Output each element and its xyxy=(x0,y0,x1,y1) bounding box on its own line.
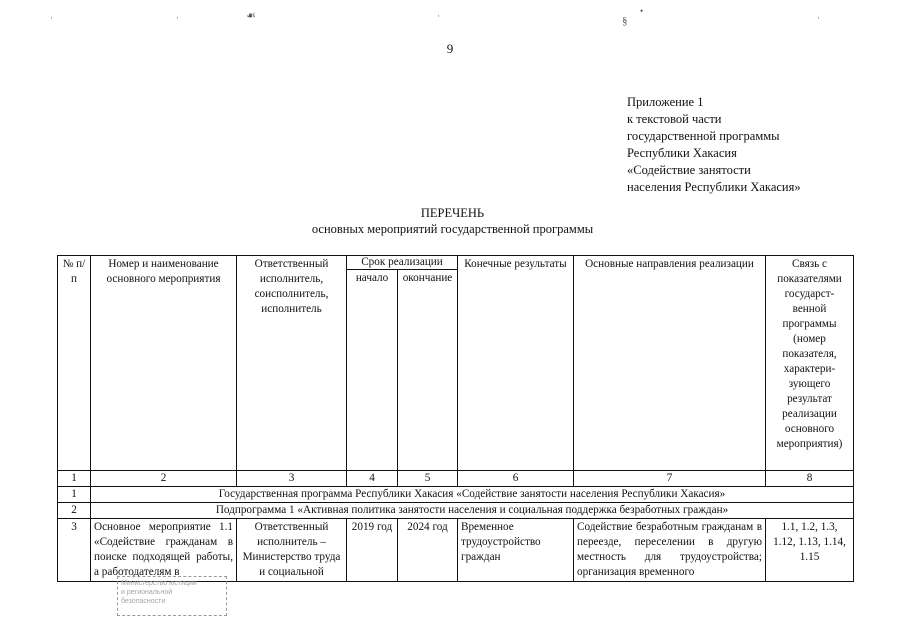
column-number: 7 xyxy=(574,471,766,487)
registration-stamp xyxy=(117,576,227,616)
header-directions: Основные направления реализации xyxy=(574,256,766,471)
header-period: Срок реализации xyxy=(347,256,458,270)
column-number: 2 xyxy=(91,471,237,487)
row-num: 3 xyxy=(58,519,91,582)
column-number: 8 xyxy=(766,471,854,487)
header-results: Конечные результаты xyxy=(458,256,574,471)
column-number: 4 xyxy=(347,471,398,487)
section-title: Подпрограмма 1 «Активная политика занятости населения и социальная поддержка безработных граждан» xyxy=(91,503,854,519)
appendix-line: государственной программы xyxy=(627,129,780,143)
appendix-line: Республики Хакасия xyxy=(627,146,737,160)
column-number: 3 xyxy=(237,471,347,487)
appendix-line: Приложение 1 xyxy=(627,95,704,109)
row-responsible: Ответственный исполнитель – Министерство труда и социальной xyxy=(237,519,347,582)
table-row xyxy=(58,519,854,582)
appendix-line: населения Республики Хакасия» xyxy=(627,180,801,194)
header-row xyxy=(58,256,854,270)
row-end: 2024 год xyxy=(398,519,458,582)
header-responsible: Ответственный исполнитель, соисполнитель, исполнитель xyxy=(237,256,347,471)
header-end: окончание xyxy=(398,270,458,471)
column-number: 1 xyxy=(58,471,91,487)
column-numbers-row xyxy=(58,471,854,487)
row-link: 1.1, 1.2, 1.3, 1.12, 1.13, 1.14, 1.15 xyxy=(766,519,854,582)
section-num: 2 xyxy=(58,503,91,519)
row-results: Временное трудоустройство граждан xyxy=(458,519,574,582)
row-directions: Содействие безработным гражданам в переезде, переселении в другую местность для трудоустройства; организация временного xyxy=(574,519,766,582)
stamp-line: Министерство юстиции xyxy=(121,580,197,587)
column-number: 5 xyxy=(398,471,458,487)
stamp-line: безопасности xyxy=(121,598,166,605)
row-measure-name: Основное мероприятие 1.1 «Содействие гражданам в поиске подходящей работы, а работодателям в xyxy=(91,519,237,582)
header-link: Связь с показателями государст- венной программы (номер показателя, характери- зующего результат реализации основного мероприятия) xyxy=(766,256,854,471)
section-num: 1 xyxy=(58,487,91,503)
measures-table xyxy=(57,255,854,582)
document-subtitle: основных мероприятий государственной программы xyxy=(311,222,594,236)
column-number: 6 xyxy=(458,471,574,487)
appendix-line: «Содействие занятости xyxy=(627,163,751,177)
row-start: 2019 год xyxy=(347,519,398,582)
section-title: Государственная программа Республики Хакасия «Содействие занятости населения Республики Хакасия» xyxy=(91,487,854,503)
appendix-note xyxy=(627,94,887,196)
header-start: начало xyxy=(347,270,398,471)
section-row-subprogram xyxy=(58,503,854,519)
header-name: Номер и наименование основного мероприятия xyxy=(91,256,237,471)
page-number: 9 xyxy=(446,41,454,56)
header-num: № п/п xyxy=(58,256,91,471)
section-row-program xyxy=(58,487,854,503)
appendix-line: к текстовой части xyxy=(627,112,722,126)
document-title: ПЕРЕЧЕНЬ xyxy=(420,206,485,220)
stamp-line: и региональной xyxy=(121,589,173,596)
